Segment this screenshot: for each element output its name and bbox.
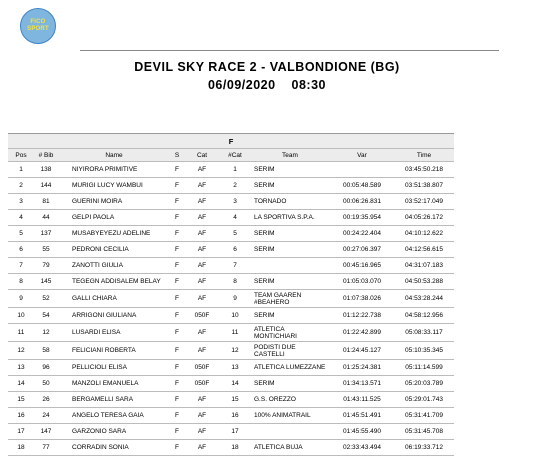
time-cell: 04:58:12.956 bbox=[394, 308, 454, 324]
time-cell: 05:20:03.789 bbox=[394, 376, 454, 392]
catpos-cell: 13 bbox=[220, 360, 250, 376]
col-header-cat: Cat bbox=[184, 149, 220, 162]
var-cell: 01:45:51.491 bbox=[330, 408, 394, 424]
bib-cell: 77 bbox=[34, 440, 58, 456]
col-header-name: Name bbox=[58, 149, 170, 162]
name-cell: CORRADIN SONIA bbox=[58, 440, 170, 456]
time-cell: 05:31:41.709 bbox=[394, 408, 454, 424]
pos-cell: 9 bbox=[8, 290, 34, 308]
sex-cell: F bbox=[170, 242, 184, 258]
pos-cell: 1 bbox=[8, 162, 34, 178]
team-cell: ATLETICA LUMEZZANE bbox=[250, 360, 330, 376]
bib-cell: 81 bbox=[34, 194, 58, 210]
bib-cell: 54 bbox=[34, 308, 58, 324]
logo-line-1: FICO bbox=[30, 19, 46, 25]
col-header-var: Var bbox=[330, 149, 394, 162]
name-cell: MURIGI LUCY WAMBUI bbox=[58, 178, 170, 194]
pos-cell: 16 bbox=[8, 408, 34, 424]
name-cell: GELPI PAOLA bbox=[58, 210, 170, 226]
bib-cell: 79 bbox=[34, 258, 58, 274]
team-cell: SERIM bbox=[250, 274, 330, 290]
cat-cell: AF bbox=[184, 342, 220, 360]
bib-cell: 12 bbox=[34, 324, 58, 342]
table-row bbox=[8, 210, 454, 226]
cat-cell: 050F bbox=[184, 308, 220, 324]
col-header-sex: S bbox=[170, 149, 184, 162]
var-cell: 00:27:06.397 bbox=[330, 242, 394, 258]
results-body bbox=[8, 162, 454, 456]
bib-cell: 137 bbox=[34, 226, 58, 242]
name-cell: TEGEGN ADDISALEM BELAY bbox=[58, 274, 170, 290]
bib-cell: 96 bbox=[34, 360, 58, 376]
var-cell: 01:45:55.490 bbox=[330, 424, 394, 440]
var-cell: 00:45:16.965 bbox=[330, 258, 394, 274]
catpos-cell: 12 bbox=[220, 342, 250, 360]
pos-cell: 5 bbox=[8, 226, 34, 242]
var-cell: 00:24:22.404 bbox=[330, 226, 394, 242]
logo-line-2: SPORT bbox=[27, 26, 49, 32]
catpos-cell: 2 bbox=[220, 178, 250, 194]
catpos-cell: 11 bbox=[220, 324, 250, 342]
time-cell: 04:12:56.615 bbox=[394, 242, 454, 258]
bib-cell: 52 bbox=[34, 290, 58, 308]
table-row bbox=[8, 290, 454, 308]
name-cell: BERGAMELLI SARA bbox=[58, 392, 170, 408]
pos-cell: 8 bbox=[8, 274, 34, 290]
time-cell: 05:31:45.708 bbox=[394, 424, 454, 440]
table-row bbox=[8, 324, 454, 342]
catpos-cell: 3 bbox=[220, 194, 250, 210]
table-row bbox=[8, 392, 454, 408]
cat-cell: AF bbox=[184, 194, 220, 210]
cat-cell: AF bbox=[184, 408, 220, 424]
team-cell: SERIM bbox=[250, 242, 330, 258]
pos-cell: 15 bbox=[8, 392, 34, 408]
pos-cell: 13 bbox=[8, 360, 34, 376]
var-cell: 01:22:42.899 bbox=[330, 324, 394, 342]
var-cell: 01:07:38.026 bbox=[330, 290, 394, 308]
sex-cell: F bbox=[170, 324, 184, 342]
bib-cell: 55 bbox=[34, 242, 58, 258]
team-cell: G.S. OREZZO bbox=[250, 392, 330, 408]
time-cell: 04:05:26.172 bbox=[394, 210, 454, 226]
team-cell: LA SPORTIVA S.P.A. bbox=[250, 210, 330, 226]
pos-cell: 7 bbox=[8, 258, 34, 274]
name-cell: GARZONIO SARA bbox=[58, 424, 170, 440]
time-cell: 04:10:12.622 bbox=[394, 226, 454, 242]
table-row bbox=[8, 242, 454, 258]
cat-cell: AF bbox=[184, 392, 220, 408]
results-table-container bbox=[8, 133, 454, 456]
pos-cell: 10 bbox=[8, 308, 34, 324]
table-row bbox=[8, 376, 454, 392]
name-cell: MUSABYEYEZU ADELINE bbox=[58, 226, 170, 242]
name-cell: ARRIGONI GIULIANA bbox=[58, 308, 170, 324]
cat-cell: AF bbox=[184, 162, 220, 178]
group-header-row bbox=[8, 134, 454, 149]
table-row bbox=[8, 440, 454, 456]
sex-cell: F bbox=[170, 392, 184, 408]
table-row bbox=[8, 258, 454, 274]
bib-cell: 26 bbox=[34, 392, 58, 408]
catpos-cell: 7 bbox=[220, 258, 250, 274]
pos-cell: 17 bbox=[8, 424, 34, 440]
time-cell: 03:52:17.049 bbox=[394, 194, 454, 210]
time-cell: 03:45:50.218 bbox=[394, 162, 454, 178]
cat-cell: AF bbox=[184, 274, 220, 290]
sex-cell: F bbox=[170, 424, 184, 440]
var-cell: 01:05:03.070 bbox=[330, 274, 394, 290]
event-datetime bbox=[0, 78, 534, 92]
sex-cell: F bbox=[170, 440, 184, 456]
catpos-cell: 15 bbox=[220, 392, 250, 408]
cat-cell: AF bbox=[184, 178, 220, 194]
name-cell: GUERINI MOIRA bbox=[58, 194, 170, 210]
sex-cell: F bbox=[170, 376, 184, 392]
catpos-cell: 14 bbox=[220, 376, 250, 392]
var-cell bbox=[330, 162, 394, 178]
time-cell: 04:31:07.183 bbox=[394, 258, 454, 274]
name-cell: GALLI CHIARA bbox=[58, 290, 170, 308]
var-cell: 01:12:22.738 bbox=[330, 308, 394, 324]
cat-cell: AF bbox=[184, 210, 220, 226]
col-header-catpos: #Cat bbox=[220, 149, 250, 162]
pos-cell: 12 bbox=[8, 342, 34, 360]
catpos-cell: 10 bbox=[220, 308, 250, 324]
var-cell: 01:24:45.127 bbox=[330, 342, 394, 360]
sex-cell: F bbox=[170, 226, 184, 242]
time-cell: 03:51:38.807 bbox=[394, 178, 454, 194]
table-row bbox=[8, 178, 454, 194]
sex-cell: F bbox=[170, 274, 184, 290]
bib-cell: 50 bbox=[34, 376, 58, 392]
time-cell: 05:11:14.599 bbox=[394, 360, 454, 376]
pos-cell: 11 bbox=[8, 324, 34, 342]
var-cell: 00:19:35.954 bbox=[330, 210, 394, 226]
cat-cell: 050F bbox=[184, 360, 220, 376]
bib-cell: 138 bbox=[34, 162, 58, 178]
team-cell: SERIM bbox=[250, 308, 330, 324]
pos-cell: 4 bbox=[8, 210, 34, 226]
table-row bbox=[8, 226, 454, 242]
pos-cell: 2 bbox=[8, 178, 34, 194]
name-cell: NIYIRORA PRIMITIVE bbox=[58, 162, 170, 178]
name-cell: LUSARDI ELISA bbox=[58, 324, 170, 342]
cat-cell: AF bbox=[184, 258, 220, 274]
var-cell: 01:34:13.571 bbox=[330, 376, 394, 392]
table-row bbox=[8, 408, 454, 424]
team-cell bbox=[250, 424, 330, 440]
catpos-cell: 16 bbox=[220, 408, 250, 424]
name-cell: ZANOTTI GIULIA bbox=[58, 258, 170, 274]
table-row bbox=[8, 360, 454, 376]
time-cell: 04:53:28.244 bbox=[394, 290, 454, 308]
catpos-cell: 1 bbox=[220, 162, 250, 178]
header-divider bbox=[80, 50, 499, 51]
name-cell: PEDRONI CECILIA bbox=[58, 242, 170, 258]
var-cell: 02:33:43.494 bbox=[330, 440, 394, 456]
team-cell: SERIM bbox=[250, 178, 330, 194]
sex-cell: F bbox=[170, 360, 184, 376]
fico-sport-logo bbox=[20, 8, 56, 44]
catpos-cell: 4 bbox=[220, 210, 250, 226]
var-cell: 00:06:26.831 bbox=[330, 194, 394, 210]
catpos-cell: 9 bbox=[220, 290, 250, 308]
team-cell: SERIM bbox=[250, 226, 330, 242]
sex-cell: F bbox=[170, 408, 184, 424]
bib-cell: 44 bbox=[34, 210, 58, 226]
sex-cell: F bbox=[170, 342, 184, 360]
sex-cell: F bbox=[170, 258, 184, 274]
bib-cell: 24 bbox=[34, 408, 58, 424]
name-cell: FELICIANI ROBERTA bbox=[58, 342, 170, 360]
team-cell: SERIM bbox=[250, 376, 330, 392]
col-header-time: Time bbox=[394, 149, 454, 162]
sex-cell: F bbox=[170, 178, 184, 194]
event-title: DEVIL SKY RACE 2 - VALBONDIONE (BG) bbox=[134, 60, 400, 74]
name-cell: PELLICIOLI ELISA bbox=[58, 360, 170, 376]
cat-cell: AF bbox=[184, 290, 220, 308]
cat-cell: AF bbox=[184, 440, 220, 456]
catpos-cell: 5 bbox=[220, 226, 250, 242]
team-cell: TEAM GAAREN #BEAHERO bbox=[250, 290, 330, 308]
results-table bbox=[8, 133, 454, 456]
team-cell: 100% ANIMATRAIL bbox=[250, 408, 330, 424]
cat-cell: AF bbox=[184, 242, 220, 258]
bib-cell: 58 bbox=[34, 342, 58, 360]
sex-cell: F bbox=[170, 162, 184, 178]
pos-cell: 14 bbox=[8, 376, 34, 392]
team-cell: TORNADO bbox=[250, 194, 330, 210]
col-header-pos: Pos bbox=[8, 149, 34, 162]
var-cell: 00:05:48.589 bbox=[330, 178, 394, 194]
table-row bbox=[8, 194, 454, 210]
table-row bbox=[8, 274, 454, 290]
catpos-cell: 8 bbox=[220, 274, 250, 290]
team-cell bbox=[250, 258, 330, 274]
pos-cell: 18 bbox=[8, 440, 34, 456]
team-cell: PODISTI DUE CASTELLI bbox=[250, 342, 330, 360]
team-cell: ATLETICA BUJA bbox=[250, 440, 330, 456]
event-date: 06/09/2020 bbox=[207, 78, 276, 92]
cat-cell: AF bbox=[184, 424, 220, 440]
time-cell: 05:29:01.743 bbox=[394, 392, 454, 408]
column-header-row bbox=[8, 149, 454, 162]
catpos-cell: 17 bbox=[220, 424, 250, 440]
sex-cell: F bbox=[170, 308, 184, 324]
var-cell: 01:43:11.525 bbox=[330, 392, 394, 408]
bib-cell: 144 bbox=[34, 178, 58, 194]
time-cell: 06:19:33.712 bbox=[394, 440, 454, 456]
catpos-cell: 6 bbox=[220, 242, 250, 258]
col-header-bib: # Bib bbox=[34, 149, 58, 162]
sex-cell: F bbox=[170, 210, 184, 226]
cat-cell: 050F bbox=[184, 376, 220, 392]
cat-cell: AF bbox=[184, 226, 220, 242]
var-cell: 01:25:24.381 bbox=[330, 360, 394, 376]
catpos-cell: 18 bbox=[220, 440, 250, 456]
sex-cell: F bbox=[170, 290, 184, 308]
table-row bbox=[8, 308, 454, 324]
pos-cell: 3 bbox=[8, 194, 34, 210]
table-row bbox=[8, 342, 454, 360]
table-row bbox=[8, 162, 454, 178]
time-cell: 04:50:53.288 bbox=[394, 274, 454, 290]
table-row bbox=[8, 424, 454, 440]
time-cell: 05:08:33.117 bbox=[394, 324, 454, 342]
cat-cell: AF bbox=[184, 324, 220, 342]
group-label: F bbox=[8, 134, 454, 149]
name-cell: ANGELO TERESA GAIA bbox=[58, 408, 170, 424]
pos-cell: 6 bbox=[8, 242, 34, 258]
bib-cell: 147 bbox=[34, 424, 58, 440]
bib-cell: 145 bbox=[34, 274, 58, 290]
time-cell: 05:10:35.345 bbox=[394, 342, 454, 360]
sex-cell: F bbox=[170, 194, 184, 210]
event-time: 08:30 bbox=[291, 78, 327, 92]
name-cell: MANZOLI EMANUELA bbox=[58, 376, 170, 392]
col-header-team: Team bbox=[250, 149, 330, 162]
team-cell: ATLETICA MONTICHIARI bbox=[250, 324, 330, 342]
team-cell: SERIM bbox=[250, 162, 330, 178]
